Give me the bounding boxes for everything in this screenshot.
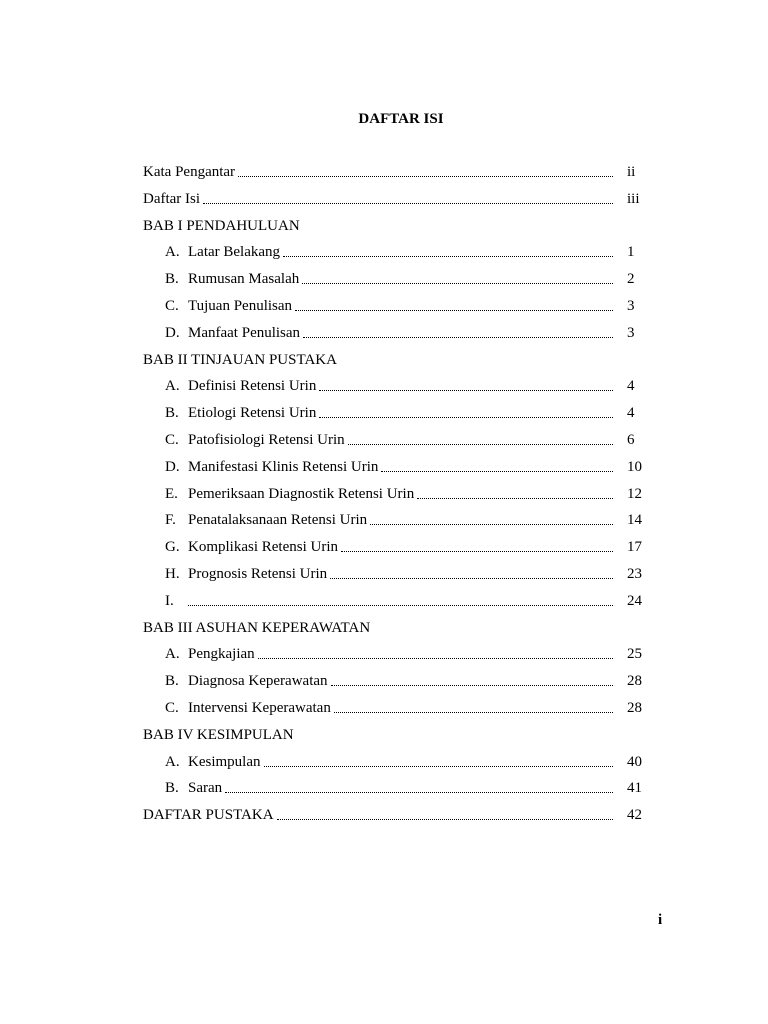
toc-label: BAB I PENDAHULUAN xyxy=(143,217,300,234)
toc-dot-leader xyxy=(330,578,613,579)
toc-marker: I. xyxy=(165,592,174,609)
toc-label: BAB IV KESIMPULAN xyxy=(143,726,294,743)
toc-dot-leader xyxy=(225,792,613,793)
toc-page-number: 25 xyxy=(627,646,642,663)
toc-page-number: 42 xyxy=(627,807,642,824)
toc-section-row xyxy=(0,402,768,429)
toc-dot-leader xyxy=(348,444,613,445)
toc-dot-leader xyxy=(331,685,613,686)
toc-marker: D. xyxy=(165,458,180,475)
toc-dot-leader xyxy=(238,176,613,177)
toc-section-row xyxy=(0,670,768,697)
toc-label: Prognosis Retensi Urin xyxy=(188,565,328,582)
toc-chapter-row xyxy=(0,161,768,188)
toc-page-number: 4 xyxy=(627,378,635,395)
toc-page-number: iii xyxy=(627,190,640,207)
toc-label: BAB III ASUHAN KEPERAWATAN xyxy=(143,619,371,636)
toc-chapter-row xyxy=(0,804,768,831)
toc-label: Intervensi Keperawatan xyxy=(188,699,331,716)
toc-section-row xyxy=(0,322,768,349)
toc-marker: A. xyxy=(165,378,180,395)
toc-section-row xyxy=(0,563,768,590)
toc-page-number: ii xyxy=(627,164,636,180)
toc-chapter-row xyxy=(0,188,768,215)
toc-marker: B. xyxy=(165,673,179,690)
toc-label: Definisi Retensi Urin xyxy=(188,378,317,395)
page-title: DAFTAR ISI xyxy=(358,111,444,127)
toc-dot-leader xyxy=(319,390,613,391)
toc-marker: A. xyxy=(165,646,180,663)
toc-page-number: 17 xyxy=(627,539,642,556)
toc-section-row xyxy=(0,268,768,295)
page-number: i xyxy=(658,912,663,928)
toc-dot-leader xyxy=(264,766,613,767)
toc-page-number: 6 xyxy=(627,431,635,448)
toc-section-row xyxy=(0,643,768,670)
toc-page-number: 23 xyxy=(627,565,642,582)
toc-dot-leader xyxy=(302,283,613,284)
toc-section-row xyxy=(0,375,768,402)
toc-marker: D. xyxy=(165,324,180,341)
toc-label: Etiologi Retensi Urin xyxy=(188,405,317,422)
toc-page-number: 1 xyxy=(627,244,635,261)
toc-section-row xyxy=(0,751,768,778)
toc-page-number: 28 xyxy=(627,673,642,690)
toc-label: BAB II TINJAUAN PUSTAKA xyxy=(143,351,337,368)
toc-page-number: 14 xyxy=(627,512,642,529)
toc-label: Pemeriksaan Diagnostik Retensi Urin xyxy=(188,485,415,502)
toc-dot-leader xyxy=(203,203,613,204)
toc-dot-leader xyxy=(370,524,613,525)
toc-label: Saran xyxy=(188,780,223,797)
toc-label: Rumusan Masalah xyxy=(188,271,300,288)
toc-section-row xyxy=(0,429,768,456)
toc-dot-leader xyxy=(295,310,613,311)
toc-section-row xyxy=(0,509,768,536)
toc-marker: H. xyxy=(165,565,180,582)
toc-label: Komplikasi Retensi Urin xyxy=(188,539,338,556)
toc-marker: A. xyxy=(165,753,180,770)
toc-marker: B. xyxy=(165,405,179,422)
toc-label: Diagnosa Keperawatan xyxy=(188,673,328,690)
toc-dot-leader xyxy=(303,337,613,338)
toc-page-number: 24 xyxy=(627,592,642,609)
toc-label: DAFTAR PUSTAKA xyxy=(143,807,274,824)
toc-section-row xyxy=(0,241,768,268)
toc-dot-leader xyxy=(417,498,613,499)
toc-marker: C. xyxy=(165,297,179,314)
toc-page-number: 3 xyxy=(627,297,635,314)
toc-label: Patofisiologi Retensi Urin xyxy=(188,431,345,448)
toc-label: Kesimpulan xyxy=(188,753,261,770)
toc-section-row xyxy=(0,483,768,510)
toc-section-row xyxy=(0,295,768,322)
toc-marker: F. xyxy=(165,512,176,529)
toc-section-row xyxy=(0,777,768,804)
toc-marker: E. xyxy=(165,485,178,502)
toc-dot-leader xyxy=(341,551,613,552)
toc-section-row xyxy=(0,536,768,563)
toc-marker: G. xyxy=(165,539,180,556)
toc-label: Pengkajian xyxy=(188,646,255,663)
toc-section-row xyxy=(0,697,768,724)
toc-marker: B. xyxy=(165,780,179,797)
toc-label: Manfaat Penulisan xyxy=(188,324,301,341)
toc-marker: A. xyxy=(165,244,180,261)
toc-dot-leader xyxy=(188,605,613,606)
toc-label: Penatalaksanaan Retensi Urin xyxy=(188,512,368,529)
toc-label: Tujuan Penulisan xyxy=(188,297,293,314)
toc-dot-leader xyxy=(334,712,613,713)
toc-label: Kata Pengantar xyxy=(143,164,236,180)
toc-page-number: 4 xyxy=(627,405,635,422)
toc-page-number: 28 xyxy=(627,699,642,716)
toc-dot-leader xyxy=(381,471,613,472)
toc-dot-leader xyxy=(258,658,613,659)
toc-section-row xyxy=(0,590,768,617)
toc-label: Manifestasi Klinis Retensi Urin xyxy=(188,458,379,475)
toc-page-number: 3 xyxy=(627,324,635,341)
toc-chapter-row xyxy=(0,349,768,376)
toc-marker: C. xyxy=(165,431,179,448)
toc-chapter-row xyxy=(0,215,768,242)
toc-page-number: 41 xyxy=(627,780,642,797)
toc-page-number: 40 xyxy=(627,753,642,770)
toc-dot-leader xyxy=(277,819,613,820)
toc-page-number: 10 xyxy=(627,458,642,475)
toc-chapter-row xyxy=(0,724,768,751)
toc-page-number: 12 xyxy=(627,485,642,502)
toc-dot-leader xyxy=(283,256,613,257)
toc-page-number: 2 xyxy=(627,271,635,288)
toc-label: Latar Belakang xyxy=(188,244,281,261)
table-of-contents xyxy=(0,161,768,831)
toc-chapter-row xyxy=(0,617,768,644)
toc-dot-leader xyxy=(319,417,613,418)
toc-label: Daftar Isi xyxy=(143,190,201,207)
toc-marker: C. xyxy=(165,699,179,716)
toc-section-row xyxy=(0,456,768,483)
toc-marker: B. xyxy=(165,271,179,288)
